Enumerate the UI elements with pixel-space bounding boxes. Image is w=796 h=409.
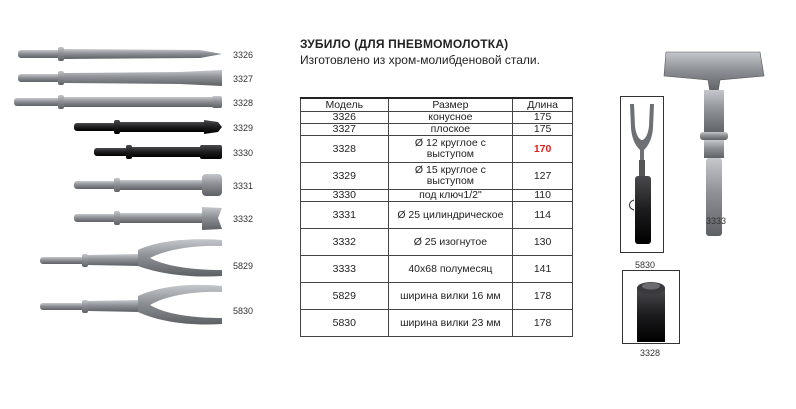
column-header-model: Модель — [301, 98, 389, 112]
table-row — [301, 256, 573, 283]
fork-5830-drawing — [40, 285, 222, 325]
table-row — [301, 190, 573, 202]
chisel-3330-drawing — [94, 145, 222, 159]
fork-5830-photo — [620, 96, 664, 253]
chisel-3328-drawing — [14, 95, 222, 109]
cell-size: конусное — [388, 112, 513, 124]
chisel-3328-photo — [622, 270, 680, 344]
column-header-length: Длина — [513, 98, 573, 112]
spec-table — [300, 97, 573, 337]
cell-length: 130 — [513, 229, 573, 256]
photo-label-3328: 3328 — [640, 348, 661, 358]
table-row — [301, 229, 573, 256]
tool-label-3330: 3330 — [233, 148, 254, 158]
photo-label-5830: 5830 — [635, 260, 656, 270]
tool-illustrations — [0, 0, 296, 409]
photo-label-3333: 3333 — [706, 216, 727, 226]
tool-label-3331: 3331 — [233, 181, 254, 191]
column-header-size: Размер — [388, 98, 513, 112]
cell-model: 3326 — [301, 112, 389, 124]
tool-label-3326: 3326 — [233, 50, 254, 60]
table-row — [301, 283, 573, 310]
tool-label-3332: 3332 — [233, 214, 254, 224]
cell-model: 3331 — [301, 202, 389, 229]
chisel-3332-drawing — [74, 207, 222, 230]
cell-length: 141 — [513, 256, 573, 283]
cell-size: под ключ1/2" — [388, 190, 513, 202]
cell-size: Ø 12 круглое с выступом — [388, 136, 513, 163]
cell-length: 127 — [513, 163, 573, 190]
cell-length: 110 — [513, 190, 573, 202]
table-row — [301, 163, 573, 190]
cell-model: 3327 — [301, 124, 389, 136]
cell-model: 3332 — [301, 229, 389, 256]
table-row — [301, 202, 573, 229]
table-header-row — [301, 98, 573, 112]
tool-label-5829: 5829 — [233, 261, 254, 271]
cell-size: ширина вилки 23 мм — [388, 310, 513, 337]
cell-length: 178 — [513, 283, 573, 310]
cell-size: Ø 25 цилиндрическое — [388, 202, 513, 229]
chisel-3326-drawing — [18, 47, 222, 61]
table-row — [301, 112, 573, 124]
tool-label-5830: 5830 — [233, 306, 254, 316]
chisel-3333-photo — [660, 44, 770, 240]
tool-label-3329: 3329 — [233, 123, 254, 133]
page-subtitle: Изготовлено из хром-молибденовой стали. — [300, 53, 540, 67]
cell-model: 5830 — [301, 310, 389, 337]
cell-size: Ø 15 круглое с выступом — [388, 163, 513, 190]
fork-5829-drawing — [40, 239, 222, 276]
cell-model: 5829 — [301, 283, 389, 310]
cell-length: 175 — [513, 112, 573, 124]
cell-length-highlighted: 170 — [513, 136, 573, 163]
cell-length: 175 — [513, 124, 573, 136]
cell-size: плоское — [388, 124, 513, 136]
cell-size: ширина вилки 16 мм — [388, 283, 513, 310]
table-row — [301, 136, 573, 163]
tool-label-3328: 3328 — [233, 98, 254, 108]
cell-model: 3329 — [301, 163, 389, 190]
cell-model: 3328 — [301, 136, 389, 163]
table-row — [301, 124, 573, 136]
cell-model: 3333 — [301, 256, 389, 283]
page-title: ЗУБИЛО (ДЛЯ ПНЕВМОМОЛОТКА) — [300, 37, 509, 51]
chisel-3327-drawing — [18, 70, 222, 86]
cell-length: 178 — [513, 310, 573, 337]
chisel-3331-drawing — [74, 174, 222, 196]
cell-model: 3330 — [301, 190, 389, 202]
tool-label-3327: 3327 — [233, 74, 254, 84]
chisel-3329-drawing — [74, 120, 222, 134]
cell-size: 40х68 полумесяц — [388, 256, 513, 283]
table-row — [301, 310, 573, 337]
cell-size: Ø 25 изогнутое — [388, 229, 513, 256]
cell-length: 114 — [513, 202, 573, 229]
